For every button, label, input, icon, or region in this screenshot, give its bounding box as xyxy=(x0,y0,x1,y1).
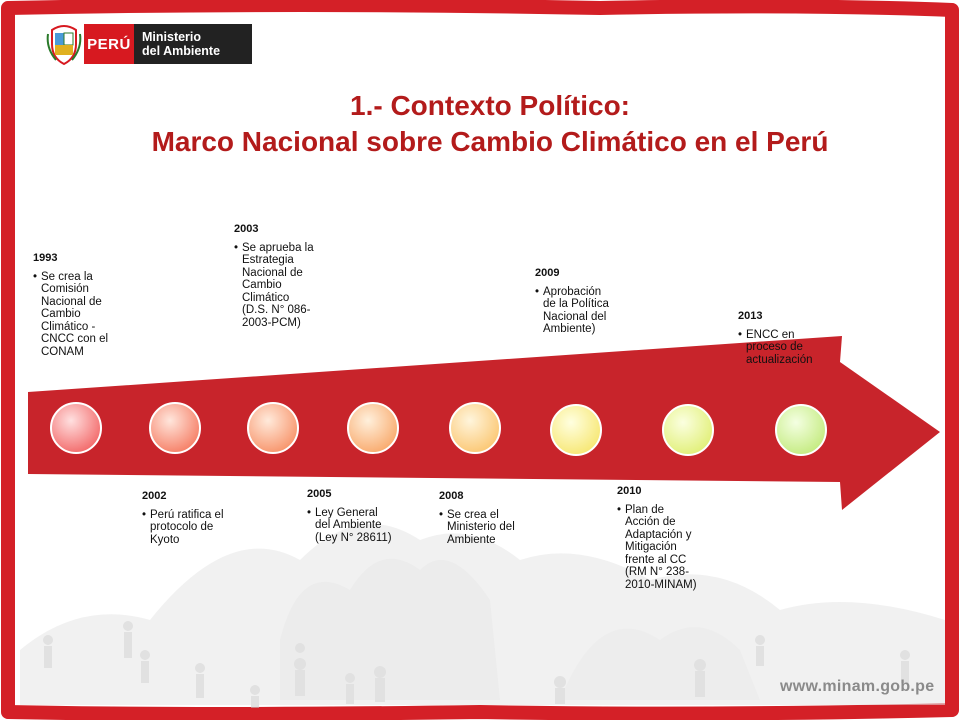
timeline-node-2009 xyxy=(551,405,601,455)
event-2010 xyxy=(617,485,699,591)
event-year: 2002 xyxy=(142,490,167,502)
title-line-2: Marco Nacional sobre Cambio Climático en el Perú xyxy=(151,126,829,157)
peru-coat-of-arms-icon xyxy=(46,20,82,66)
minam-logo xyxy=(46,20,256,72)
ministry-name xyxy=(134,24,252,64)
peru-label: PERÚ xyxy=(84,24,134,64)
event-description: • Plan de Acción de Adaptación y Mitigación frente al CC (RM N° 238-2010-MINAM) xyxy=(617,504,699,592)
event-1993 xyxy=(33,252,115,358)
timeline-node-2013 xyxy=(776,405,826,455)
event-year: 2003 xyxy=(234,223,259,235)
timeline-node-2002 xyxy=(150,403,200,453)
event-2013 xyxy=(738,310,830,366)
event-2009 xyxy=(535,267,617,336)
event-2002 xyxy=(142,490,224,546)
footer-url: www.minam.gob.pe xyxy=(780,678,935,695)
title-line-1: 1.- Contexto Político: xyxy=(350,90,630,121)
event-description: • Ley General del Ambiente (Ley N° 28611) xyxy=(307,507,393,545)
event-description: • Aprobación de la Política Nacional del Ambiente) xyxy=(535,286,617,336)
event-year: 2009 xyxy=(535,267,560,279)
event-description: • Se crea la Comisión Nacional de Cambio Climático - CNCC con el CONAM xyxy=(33,271,115,359)
event-description: • Se aprueba la Estrategia Nacional de Cambio Climático (D.S. N° 086-2003-PCM) xyxy=(234,242,314,330)
ministry-line-2: del Ambiente xyxy=(142,44,221,58)
event-2008 xyxy=(439,490,523,546)
ministry-line-1: Ministerio xyxy=(142,30,202,44)
event-year: 2005 xyxy=(307,488,332,500)
event-year: 2010 xyxy=(617,485,642,497)
event-2005 xyxy=(307,488,393,544)
timeline-node-2003 xyxy=(248,403,298,453)
event-2003 xyxy=(234,223,314,329)
event-year: 1993 xyxy=(33,252,58,264)
timeline-node-2010 xyxy=(663,405,713,455)
event-year: 2013 xyxy=(738,310,763,322)
event-year: 2008 xyxy=(439,490,464,502)
event-description: • Perú ratifica el protocolo de Kyoto xyxy=(142,509,224,547)
slide-title xyxy=(60,88,920,160)
timeline-node-2008 xyxy=(450,403,500,453)
event-description: • ENCC en proceso de actualización xyxy=(738,329,830,367)
timeline-node-1993 xyxy=(51,403,101,453)
timeline-node-2005 xyxy=(348,403,398,453)
event-description: • Se crea el Ministerio del Ambiente xyxy=(439,509,523,547)
